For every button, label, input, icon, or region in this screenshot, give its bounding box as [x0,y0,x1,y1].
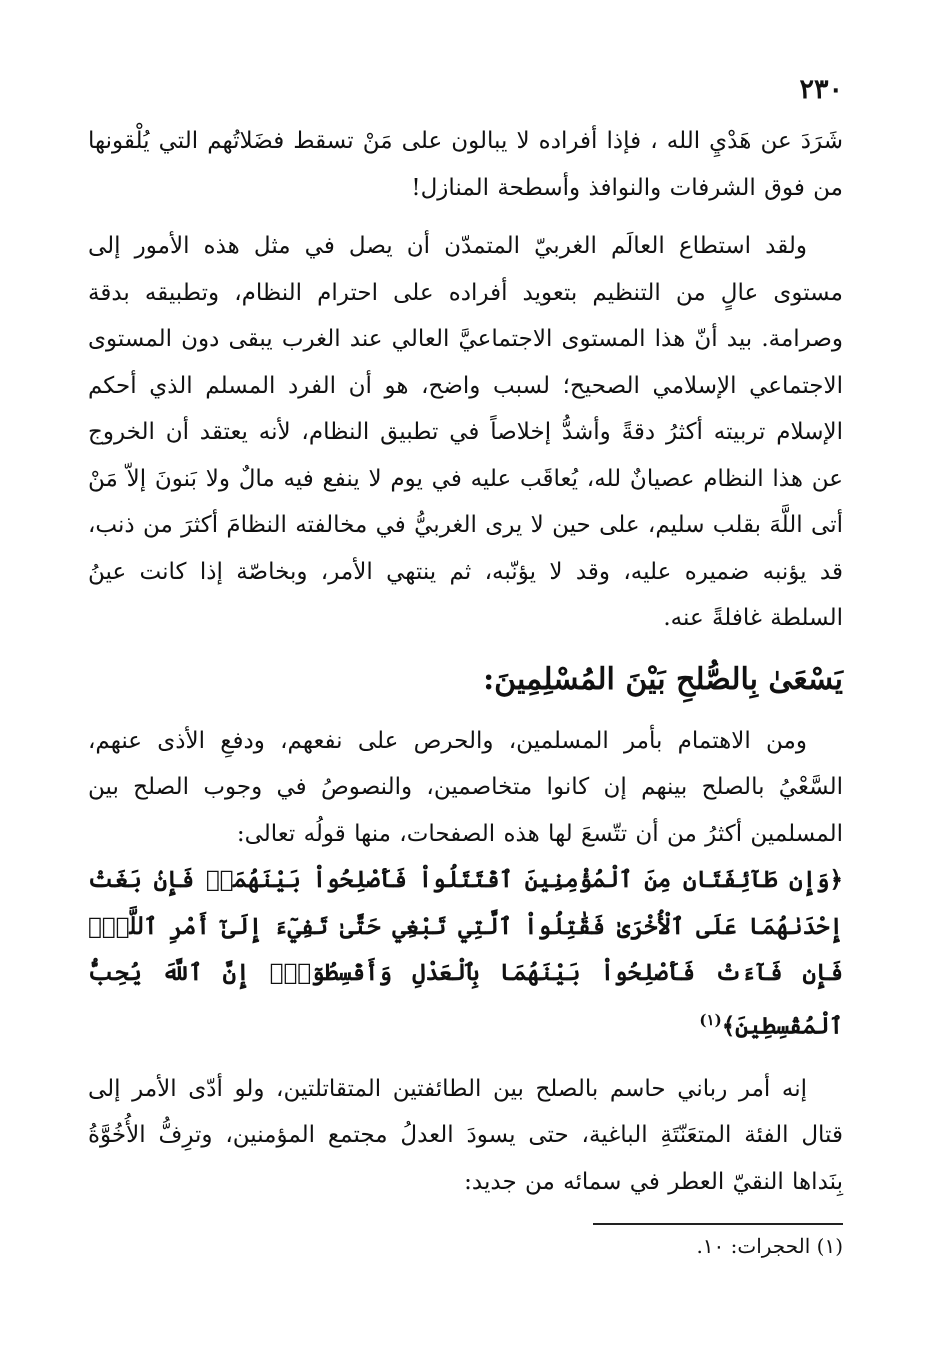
book-page [88,70,843,1330]
paragraph-gap [88,642,843,654]
footnote-divider [593,1223,843,1225]
page-number: ٢٣٠ [799,74,843,105]
quran-verse [88,857,843,1050]
paragraph-reconciliation: ومن الاهتمام بأمر المسلمين، والحرص على نفعهم، ودفعِ الأذى عنهم، السَّعْيُ بالصلح بينهم إن كانوا متخاصمين، والنصوصُ في وجوب الصلح بين المسلمين أكثرُ من أن تتّسعَ لها هذه الصفحات، منها قولُه تعالى: [88,727,843,847]
section-heading: يَسْعَىٰ بِالصُّلحِ بَيْنَ المُسْلِمِينَ: [483,661,843,697]
paragraph-continuation: شَرَدَ عن هَدْيِ الله ، فإذا أفراده لا يبالون على مَنْ تسقط فضَلاتُهم التي يُلْقونها من فوق الشرفات والنوافذ وأسطحة المنازل! [88,128,843,201]
quran-verse-text: ﴿وَإِن طَآئِفَتَانِ مِنَ ٱلْمُؤْمِنِينَ ٱقْتَتَلُواْ فَأَصْلِحُواْ بَيْنَهُمَاۖ فَإِنۢ بَغَتْ إِحْدَىٰهُمَا عَلَى ٱلْأُخْرَىٰ فَقَٰتِلُواْ ٱلَّتِي تَبْغِي حَتَّىٰ تَفِيٓءَ إِلَىٰٓ أَمْرِ ٱللَّهِۚ فَإِن فَآءَتْ فَأَصْلِحُواْ بَيْنَهُمَا بِٱلْعَدْلِ وَأَقْسِطُوٓاْۖ إِنَّ ٱللَّهَ يُحِبُّ ٱلْمُقْسِطِينَ﴾ [88,866,843,1040]
paragraph-gap [88,706,843,718]
paragraph-gap [88,211,843,223]
footnote-reference: (١) [699,1010,722,1029]
paragraph-gap [88,1050,843,1066]
paragraph-western-order: ولقد استطاع العالَم الغربيّ المتمدّن أن يصل في مثل هذه الأمور إلى مستوى عالٍ من التنظيم بتعويد أفراده على احترام النظام، وتطبيقه بدقة وصرامة. بيد أنّ هذا المستوى الاجتماعيَّ العالي عند الغرب يبقى دون المستوى الاجتماعي الإسلامي الصحيح؛ لسبب واضح، هو أن الفرد المسلم الذي أحكم الإسلام تربيته أكثرُ دقةً وأشدُّ إخلاصاً في تطبيق النظام، لأنه يعتقد أن الخروج عن هذا النظام عصيانٌ لله، يُعاقَب عليه في يوم لا ينفع فيه مالٌ ولا بَنونَ إلاّ مَنْ أتى اللَّهَ بقلب سليم، على حين لا يرى الغربيُّ في مخالفته النظامَ أكثرَ من ذنب، قد يؤنبه ضميره عليه، وقد لا يؤنّبه، ثم ينتهي الأمر، وبخاصّة إذا كانت عينُ السلطة غافلةً عنه. [88,233,843,631]
paragraph-divine-command: إنه أمر رباني حاسم بالصلح بين الطائفتين المتقاتلتين، ولو أدّى الأمر إلى قتال الفئة المتعَنّتَةِ الباغية، حتى يسودَ العدلُ مجتمع المؤمنين، وترِفُّ الأُخُوَّةُ بِنَداها النقيّ العطر في سمائه من جديد: [88,1075,843,1195]
footnote: (١) الحجرات: ١٠. [696,1234,843,1259]
